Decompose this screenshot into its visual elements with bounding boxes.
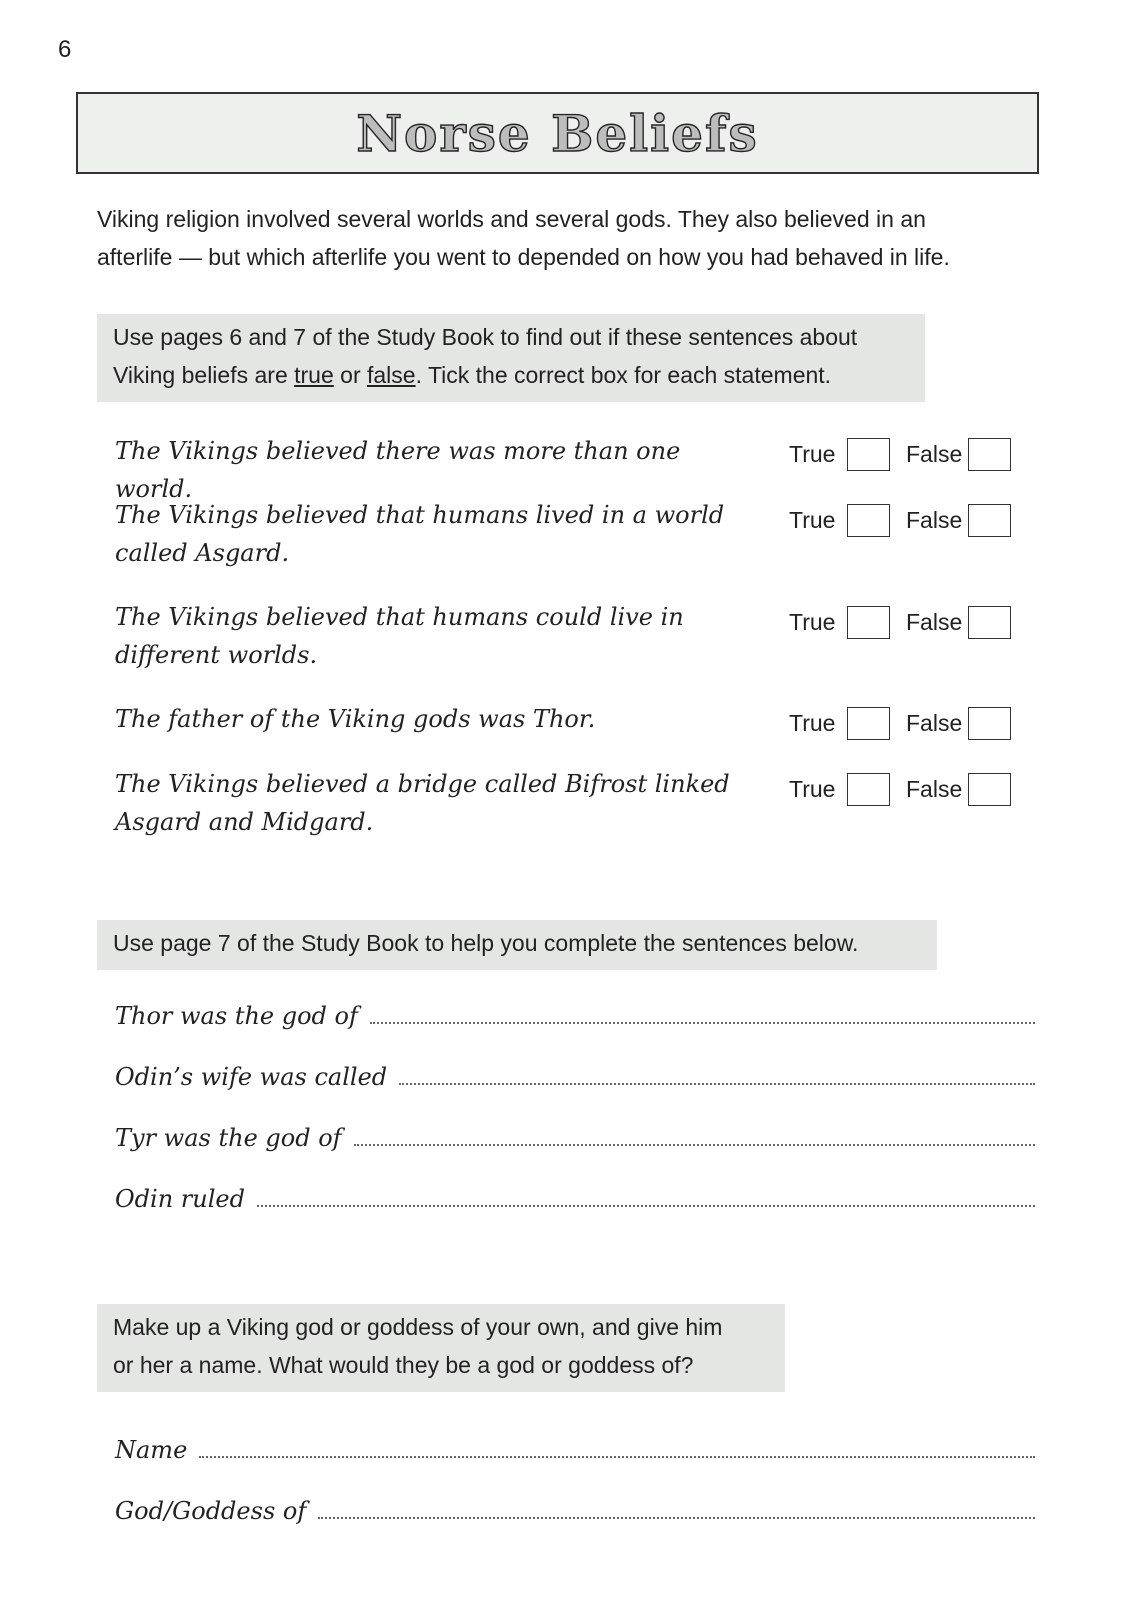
false-label: False [906, 775, 963, 802]
true-label: True [789, 440, 836, 467]
false-checkbox-5[interactable] [968, 773, 1011, 806]
true-label: True [789, 608, 836, 635]
true-false-row-5 [789, 771, 1011, 807]
true-label: True [789, 775, 836, 802]
answer-line-name[interactable] [199, 1455, 1035, 1458]
true-label: True [789, 506, 836, 533]
fill-in-prompt: Thor was the god of [115, 1002, 358, 1030]
true-checkbox-4[interactable] [847, 707, 890, 740]
true-false-row-2 [789, 502, 1011, 538]
statement-2-line-2: called Asgard. [115, 539, 290, 567]
answer-line-odin-ruled[interactable] [257, 1204, 1035, 1207]
intro-line-2: afterlife — but which afterlife you went to depended on how you had behaved in life. [97, 244, 950, 270]
page-number: 6 [58, 36, 72, 63]
intro-line-1: Viking religion involved several worlds and several gods. They also believed in an [97, 206, 926, 232]
statement-2 [115, 496, 765, 572]
false-label: False [906, 709, 963, 736]
true-false-row-3 [789, 604, 1011, 640]
false-checkbox-4[interactable] [968, 707, 1011, 740]
true-checkbox-3[interactable] [847, 606, 890, 639]
false-checkbox-3[interactable] [968, 606, 1011, 639]
fill-in-tyr [115, 1112, 1035, 1152]
true-checkbox-5[interactable] [847, 773, 890, 806]
statement-5-line-1: The Vikings believed a bridge called Bifrost linked [115, 770, 730, 798]
answer-line-odins-wife[interactable] [399, 1082, 1035, 1085]
statement-1-line-1: The Vikings believed there was more than one world. [115, 437, 681, 503]
fill-in-prompt: Odin’s wife was called [115, 1063, 388, 1091]
statement-4-line-1: The father of the Viking gods was Thor. [115, 705, 596, 733]
instruction-line-2 [113, 356, 909, 394]
fill-in-prompt: God/Goddess of [115, 1497, 307, 1525]
true-word: true [294, 362, 334, 388]
instruction-line-1: Use pages 6 and 7 of the Study Book to find out if these sentences about [113, 324, 858, 350]
instruction-box-true-false [97, 314, 925, 402]
false-checkbox-2[interactable] [968, 504, 1011, 537]
statement-2-line-1: The Vikings believed that humans lived in a world [115, 501, 725, 529]
instruction-box-make-up-god [97, 1304, 785, 1392]
true-false-row-1 [789, 436, 1011, 472]
answer-line-god-goddess-of[interactable] [318, 1516, 1035, 1519]
fill-in-prompt: Name [115, 1436, 188, 1464]
statement-4 [115, 700, 765, 738]
false-word: false [367, 362, 416, 388]
statement-3 [115, 598, 765, 674]
statement-5 [115, 765, 765, 841]
fill-in-thor [115, 990, 1035, 1030]
instruction-box-complete-sentences [97, 920, 937, 970]
true-label: True [789, 709, 836, 736]
statement-3-line-1: The Vikings believed that humans could live in [115, 603, 684, 631]
false-checkbox-1[interactable] [968, 438, 1011, 471]
false-label: False [906, 506, 963, 533]
or-word: or [333, 362, 367, 388]
instruction-line: Use page 7 of the Study Book to help you complete the sentences below. [113, 930, 859, 956]
fill-in-prompt: Tyr was the god of [115, 1124, 342, 1152]
instruction-text-end: . Tick the correct box for each statement. [415, 362, 832, 388]
false-label: False [906, 608, 963, 635]
fill-in-name [115, 1424, 1035, 1464]
fill-in-odins-wife [115, 1051, 1035, 1091]
title-banner [76, 92, 1039, 174]
instruction-text: Viking beliefs are [113, 362, 295, 388]
false-label: False [906, 440, 963, 467]
fill-in-prompt: Odin ruled [115, 1185, 245, 1213]
intro-paragraph [97, 200, 1057, 276]
true-checkbox-1[interactable] [847, 438, 890, 471]
instruction-line-2: or her a name. What would they be a god or goddess of? [113, 1352, 694, 1378]
fill-in-odin-ruled [115, 1173, 1035, 1213]
statement-3-line-2: different worlds. [115, 641, 318, 669]
true-false-row-4 [789, 705, 1011, 741]
page-title: Norse Beliefs [356, 103, 759, 163]
instruction-line-1: Make up a Viking god or goddess of your own, and give him [113, 1314, 723, 1340]
answer-line-tyr[interactable] [354, 1143, 1035, 1146]
answer-line-thor[interactable] [370, 1021, 1035, 1024]
true-checkbox-2[interactable] [847, 504, 890, 537]
fill-in-god-goddess-of [115, 1485, 1035, 1525]
statement-5-line-2: Asgard and Midgard. [115, 808, 374, 836]
